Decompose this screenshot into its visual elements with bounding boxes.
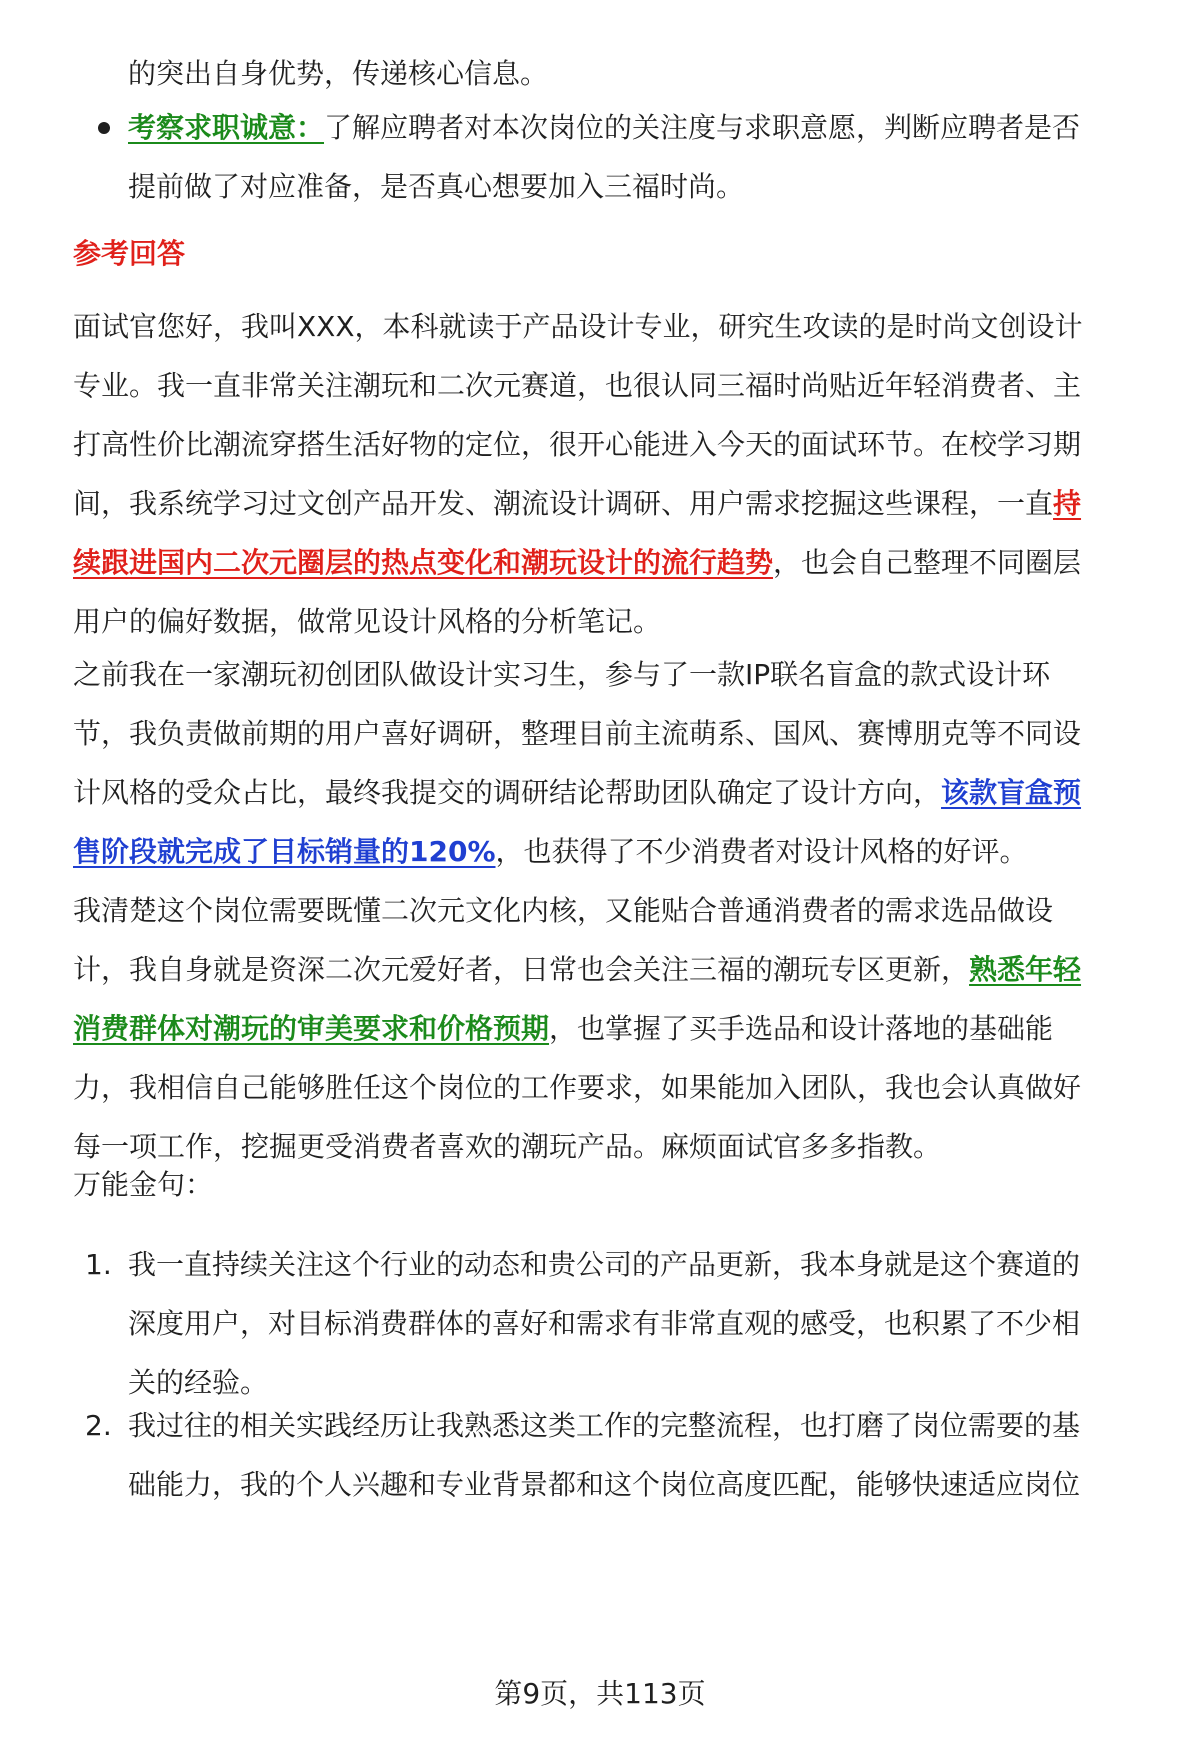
heading-answer: 参考回答	[73, 237, 186, 270]
p2-highlight-green: 消费群体对潮玩的审美要求和价格预期	[73, 1012, 550, 1045]
p2-line: 我清楚这个岗位需要既懂二次元文化内核，又能贴合普通消费者的需求选品做设	[73, 894, 1054, 927]
bullet-line-1	[73, 98, 1148, 157]
p2-line: 每一项工作，挖掘更受消费者喜欢的潮玩产品。麻烦面试官多多指教。	[73, 1130, 942, 1163]
page-footer: 第9页，共113页	[494, 1677, 706, 1710]
bullet-item	[73, 98, 1148, 216]
p2-text: ，也获得了不少消费者对设计风格的好评。	[495, 835, 1028, 868]
golden-title: 万能金句：	[73, 1168, 214, 1201]
answer-paragraph-1	[73, 297, 1148, 651]
p2-line	[73, 822, 1148, 881]
p2-text: 计，我自身就是资深二次元爱好者，日常也会关注三福的潮玩专区更新，	[73, 953, 970, 986]
golden-item-line: 我一直持续关注这个行业的动态和贵公司的产品更新，我本身就是这个赛道的	[128, 1248, 1081, 1281]
p2-text: 计风格的受众占比，最终我提交的调研结论帮助团队确定了设计方向，	[73, 776, 942, 809]
p1-line: 用户的偏好数据，做常见设计风格的分析笔记。	[73, 605, 662, 638]
bullet-text-1: 了解应聘者对本次岗位的关注度与求职意愿，判断应聘者是否	[324, 111, 1081, 144]
p2-highlight-green-start: 熟悉年轻	[969, 953, 1082, 986]
golden-item-number: 2.	[85, 1409, 112, 1442]
p1-line	[73, 533, 1148, 592]
answer-paragraph-2	[73, 645, 1148, 1176]
bullet-label: 考察求职诚意：	[128, 111, 325, 144]
golden-item-1	[73, 1235, 1148, 1412]
p2-text: ，也掌握了买手选品和设计落地的基础能	[549, 1012, 1054, 1045]
p1-line: 面试官您好，我叫XXX，本科就读于产品设计专业，研究生攻读的是时尚文创设计	[73, 310, 1083, 343]
golden-item-2	[73, 1396, 1148, 1514]
bullet-line-2: 提前做了对应准备，是否真心想要加入三福时尚。	[128, 170, 745, 203]
golden-item-line: 我过往的相关实践经历让我熟悉这类工作的完整流程，也打磨了岗位需要的基	[128, 1409, 1081, 1442]
golden-item-line: 础能力，我的个人兴趣和专业背景都和这个岗位高度匹配，能够快速适应岗位	[128, 1468, 1081, 1501]
p2-line	[73, 940, 1148, 999]
p1-text: ，也会自己整理不同圈层	[773, 546, 1082, 579]
p2-highlight-start: 该款盲盒预	[941, 776, 1082, 809]
p1-line: 专业。我一直非常关注潮玩和二次元赛道，也很认同三福时尚贴近年轻消费者、主	[73, 369, 1082, 402]
p2-line	[73, 763, 1148, 822]
golden-item-line: 关的经验。	[128, 1366, 269, 1399]
p2-line: 力，我相信自己能够胜任这个岗位的工作要求，如果能加入团队，我也会认真做好	[73, 1071, 1082, 1104]
p1-line	[73, 474, 1148, 533]
golden-item-line: 深度用户，对目标消费群体的喜好和需求有非常直观的感受，也积累了不少相	[128, 1307, 1081, 1340]
intro-text	[73, 44, 1148, 103]
p1-highlight-start: 持	[1053, 487, 1082, 520]
p2-line: 之前我在一家潮玩初创团队做设计实习生，参与了一款IP联名盲盒的款式设计环	[73, 658, 1051, 691]
p2-highlight: 售阶段就完成了目标销量的120%	[73, 835, 496, 868]
golden-title-block	[73, 1155, 1148, 1214]
p2-line: 节，我负责做前期的用户喜好调研，整理目前主流萌系、国风、赛博朋克等不同设	[73, 717, 1082, 750]
golden-item-number: 1.	[85, 1248, 112, 1281]
p1-text: 间，我系统学习过文创产品开发、潮流设计调研、用户需求挖掘这些课程，一直	[73, 487, 1054, 520]
p1-line: 打高性价比潮流穿搭生活好物的定位，很开心能进入今天的面试环节。在校学习期	[73, 428, 1082, 461]
p2-line	[73, 999, 1148, 1058]
intro-line: 的突出自身优势，传递核心信息。	[128, 57, 549, 90]
p1-highlight: 续跟进国内二次元圈层的热点变化和潮玩设计的流行趋势	[73, 546, 774, 579]
bullet-dot-icon	[98, 122, 110, 134]
section-heading	[73, 224, 1148, 283]
